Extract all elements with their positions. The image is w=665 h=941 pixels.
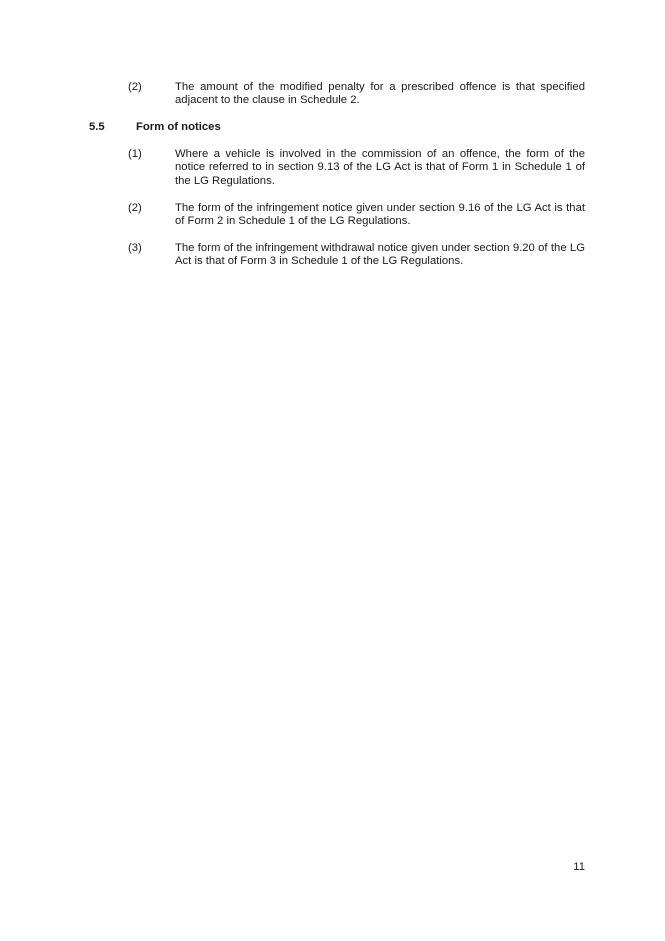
subclause-number: (2) [128, 202, 142, 214]
subclause-text: Where a vehicle is involved in the commission of an offence, the form of the notice referred to in section 9.13 of the LG Act is that of Form 1 in Schedule 1 of the LG Regulations. [175, 148, 585, 187]
section-title: Form of notices [136, 121, 221, 133]
subclause-number: (2) [128, 81, 142, 93]
subclause-text: The form of the infringement withdrawal notice given under section 9.20 of the LG Act is that of Form 3 in Schedule 1 of the LG Regulations. [175, 242, 585, 268]
subclause-text: The amount of the modified penalty for a prescribed offence is that specified adjacent to the clause in Schedule 2. [175, 81, 585, 107]
subclause-number: (1) [128, 148, 142, 160]
page-number: 11 [573, 861, 585, 873]
subclause-text: The form of the infringement notice given under section 9.16 of the LG Act is that of Form 2 in Schedule 1 of the LG Regulations. [175, 202, 585, 228]
subclause-number: (3) [128, 242, 142, 254]
section-number: 5.5 [89, 121, 105, 133]
